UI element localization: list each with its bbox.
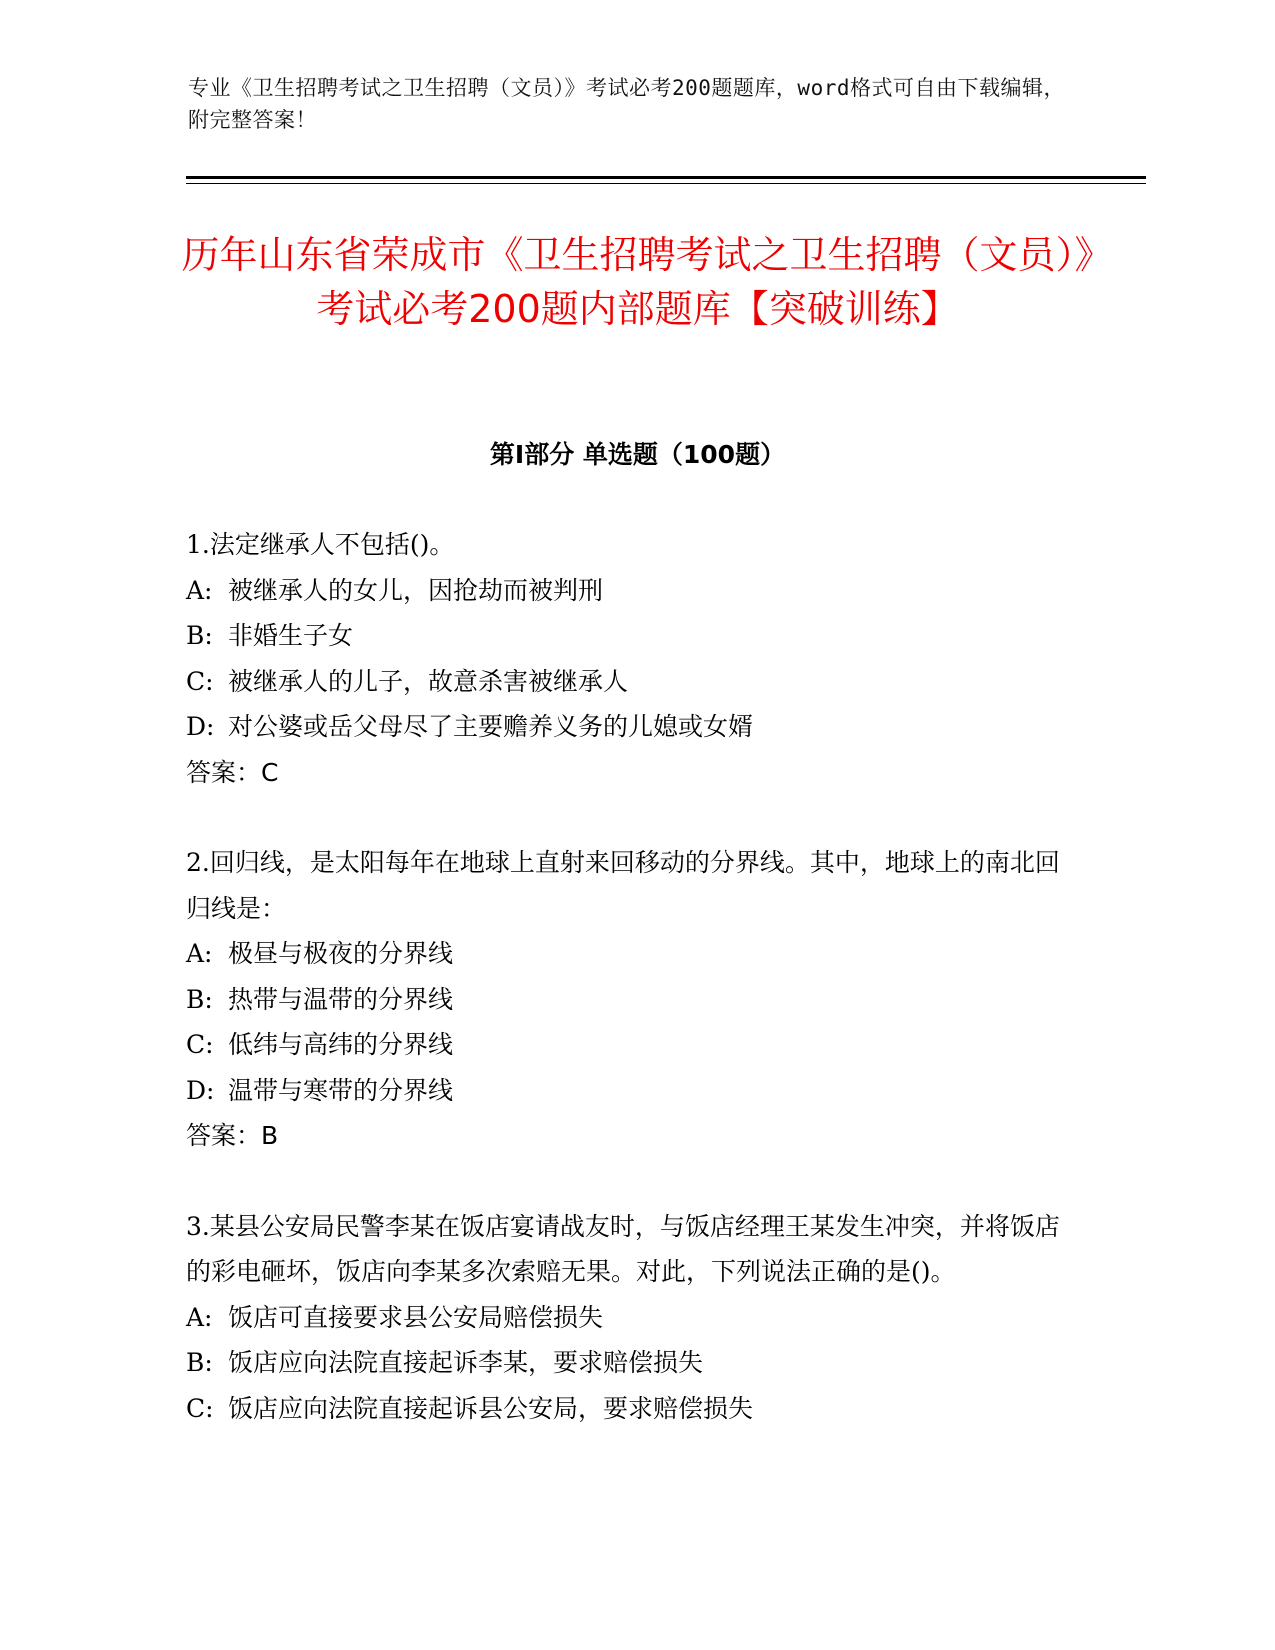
option-key: A: <box>186 939 213 968</box>
option-text: 低纬与高纬的分界线 <box>228 1030 454 1059</box>
section-title: 第Ⅰ部分 单选题（100题） <box>489 440 786 469</box>
option-text: 饭店应向法院直接起诉县公安局，要求赔偿损失 <box>228 1393 754 1423</box>
question-stem: 3.某县公安局民警李某在饭店宴请战友时，与饭店经理王某发生冲突，并将饭店的彩电砸坏，饭店向李某多次索赔无果。对此，下列说法正确的是()。 <box>186 1211 1060 1286</box>
document-title: 历年山东省荣成市《卫生招聘考试之卫生招聘（文员）》考试必考200题内部题库【突破训练】 <box>181 233 1094 331</box>
option-text: 饭店应向法院直接起诉李某，要求赔偿损失 <box>228 1348 704 1377</box>
option-c <box>186 1386 1066 1432</box>
option-key: C: <box>186 666 214 696</box>
option-key: A: <box>186 1302 213 1332</box>
answer-line: 答案：C <box>186 757 279 787</box>
option-key: D: <box>186 712 215 741</box>
option-key: D: <box>186 1075 215 1105</box>
option-text: 被继承人的儿子，故意杀害被继承人 <box>228 666 629 696</box>
option-d <box>186 704 1066 750</box>
question-2 <box>186 840 1066 1159</box>
option-key: A: <box>186 575 213 605</box>
option-a <box>186 1295 1066 1341</box>
option-b <box>186 977 1066 1023</box>
option-key: C: <box>186 1393 214 1423</box>
option-b <box>186 1340 1066 1386</box>
option-text: 被继承人的女儿，因抢劫而被判刑 <box>228 575 604 605</box>
option-text: 极昼与极夜的分界线 <box>228 939 454 968</box>
header-rule-thin <box>186 183 1146 184</box>
answer-line: 答案：B <box>186 1121 279 1150</box>
option-key: B: <box>186 621 213 650</box>
option-key: C: <box>186 1030 214 1059</box>
option-key: B: <box>186 984 213 1014</box>
option-c <box>186 659 1066 705</box>
option-key: B: <box>186 1348 213 1377</box>
header-note: 专业《卫生招聘考试之卫生招聘（文员）》考试必考200题题库，word格式可自由下载编辑，附完整答案！ <box>188 76 1065 132</box>
option-text: 热带与温带的分界线 <box>228 984 454 1014</box>
option-b <box>186 613 1066 659</box>
question-list <box>186 522 1066 1476</box>
option-text: 温带与寒带的分界线 <box>228 1075 454 1105</box>
question-stem: 1.法定继承人不包括()。 <box>186 530 455 559</box>
option-d <box>186 1068 1066 1114</box>
option-a <box>186 931 1066 977</box>
option-a <box>186 568 1066 614</box>
option-c <box>186 1022 1066 1068</box>
option-text: 非婚生子女 <box>228 621 354 650</box>
header-rule-thick <box>186 176 1146 179</box>
option-text: 饭店可直接要求县公安局赔偿损失 <box>228 1302 604 1332</box>
question-1 <box>186 522 1066 795</box>
question-3 <box>186 1204 1066 1432</box>
option-text: 对公婆或岳父母尽了主要赡养义务的儿媳或女婿 <box>228 712 754 741</box>
question-stem: 2.回归线，是太阳每年在地球上直射来回移动的分界线。其中，地球上的南北回归线是： <box>186 848 1060 923</box>
